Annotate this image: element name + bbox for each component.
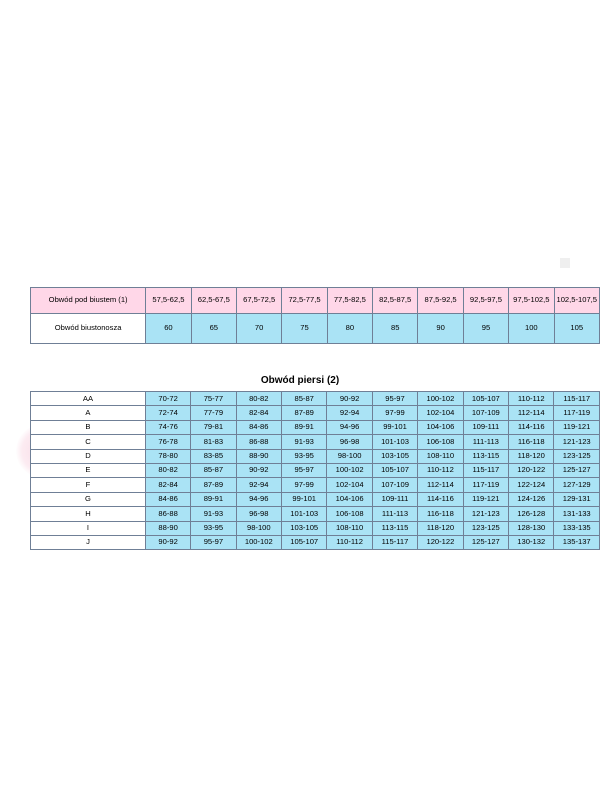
bust-measure-cell: 117-119 [554,406,600,420]
bust-measure-cell: 99-101 [372,420,417,434]
bust-measure-cell: 80-82 [236,392,281,406]
bust-measure-cell: 95-97 [282,463,327,477]
bust-measure-cell: 88-90 [236,449,281,463]
band-size-cell: 65 [191,314,236,344]
table-row [31,492,600,506]
cup-label-cell: E [31,463,146,477]
bust-measure-cell: 108-110 [418,449,463,463]
band-size-table [30,287,600,344]
bust-measure-cell: 111-113 [463,435,508,449]
bust-measure-cell: 90-92 [236,463,281,477]
bust-measure-cell: 75-77 [191,392,236,406]
table-row [31,435,600,449]
underbust-range-cell: 97,5-102,5 [509,288,554,314]
cup-label-cell: J [31,535,146,549]
bust-measure-cell: 110-112 [418,463,463,477]
table-row [31,507,600,521]
bust-measure-cell: 95-97 [372,392,417,406]
bust-measure-cell: 109-111 [372,492,417,506]
bust-measure-cell: 76-78 [145,435,190,449]
bust-measure-cell: 118-120 [509,449,554,463]
bust-measure-cell: 120-122 [418,535,463,549]
bust-measure-cell: 87-89 [191,478,236,492]
cup-label-cell: F [31,478,146,492]
bust-measure-cell: 133-135 [554,521,600,535]
table-row [31,406,600,420]
bust-measure-cell: 124-126 [509,492,554,506]
bust-measure-cell: 125-127 [554,463,600,477]
decorative-square [560,258,570,268]
table-row [31,288,600,314]
bust-measure-cell: 107-109 [372,478,417,492]
bust-measure-cell: 115-117 [463,463,508,477]
bust-measure-cell: 111-113 [372,507,417,521]
bust-measure-cell: 86-88 [145,507,190,521]
bust-measure-cell: 113-115 [463,449,508,463]
bust-measure-cell: 100-102 [418,392,463,406]
bust-measure-cell: 122-124 [509,478,554,492]
bust-measure-cell: 117-119 [463,478,508,492]
bust-measure-cell: 77-79 [191,406,236,420]
bust-measure-cell: 121-123 [554,435,600,449]
table-row [31,449,600,463]
bust-measure-cell: 93-95 [282,449,327,463]
bust-measure-cell: 96-98 [327,435,372,449]
bust-measure-cell: 82-84 [145,478,190,492]
bust-measure-cell: 135-137 [554,535,600,549]
bust-measure-cell: 94-96 [236,492,281,506]
bust-measure-cell: 105-107 [282,535,327,549]
bust-measure-cell: 102-104 [327,478,372,492]
bust-measure-cell: 110-112 [509,392,554,406]
cup-label-cell: A [31,406,146,420]
bust-measure-cell: 123-125 [463,521,508,535]
bust-measure-cell: 107-109 [463,406,508,420]
bust-measure-cell: 79-81 [191,420,236,434]
bust-measure-cell: 106-108 [418,435,463,449]
bust-measure-cell: 104-106 [327,492,372,506]
bust-measure-cell: 116-118 [418,507,463,521]
bust-measure-cell: 101-103 [282,507,327,521]
bust-measure-cell: 120-122 [509,463,554,477]
bust-measure-cell: 115-117 [554,392,600,406]
bust-measure-cell: 106-108 [327,507,372,521]
table-row [31,420,600,434]
bust-measure-cell: 74-76 [145,420,190,434]
bust-measure-cell: 118-120 [418,521,463,535]
bust-measure-cell: 105-107 [463,392,508,406]
bust-measure-cell: 95-97 [191,535,236,549]
bust-measure-cell: 91-93 [282,435,327,449]
bust-measure-cell: 123-125 [554,449,600,463]
bust-measure-cell: 97-99 [372,406,417,420]
section-title: Obwód piersi (2) [260,375,340,386]
bust-measure-cell: 113-115 [372,521,417,535]
bust-measure-cell: 128-130 [509,521,554,535]
cup-size-table [30,391,600,550]
bust-measure-cell: 84-86 [236,420,281,434]
table-row [31,314,600,344]
bust-measure-cell: 83-85 [191,449,236,463]
band-size-cell: 70 [236,314,281,344]
bust-measure-cell: 92-94 [236,478,281,492]
bust-measure-cell: 101-103 [372,435,417,449]
underbust-range-cell: 92,5-97,5 [463,288,508,314]
band-size-cell: 100 [509,314,554,344]
bust-measure-cell: 100-102 [236,535,281,549]
bust-measure-cell: 87-89 [282,406,327,420]
bust-measure-cell: 103-105 [282,521,327,535]
bust-measure-cell: 91-93 [191,507,236,521]
underbust-range-cell: 72,5-77,5 [282,288,327,314]
bust-measure-cell: 84-86 [145,492,190,506]
bust-measure-cell: 100-102 [327,463,372,477]
bust-measure-cell: 121-123 [463,507,508,521]
table-row [31,392,600,406]
cup-label-cell: H [31,507,146,521]
bust-measure-cell: 102-104 [418,406,463,420]
bust-measure-cell: 72-74 [145,406,190,420]
bust-measure-cell: 85-87 [282,392,327,406]
band-size-cell: 80 [327,314,372,344]
bust-measure-cell: 89-91 [282,420,327,434]
bust-measure-cell: 105-107 [372,463,417,477]
table-row [31,463,600,477]
underbust-range-cell: 77,5-82,5 [327,288,372,314]
bust-measure-cell: 80-82 [145,463,190,477]
bust-measure-cell: 109-111 [463,420,508,434]
bust-measure-cell: 129-131 [554,492,600,506]
bust-measure-cell: 119-121 [463,492,508,506]
underbust-range-cell: 67,5-72,5 [236,288,281,314]
table-row [31,521,600,535]
bust-measure-cell: 103-105 [372,449,417,463]
band-size-cell: 90 [418,314,463,344]
band-size-table-container [30,287,600,344]
bust-measure-cell: 112-114 [509,406,554,420]
bust-measure-cell: 115-117 [372,535,417,549]
bust-measure-cell: 81-83 [191,435,236,449]
bust-measure-cell: 104-106 [418,420,463,434]
bust-measure-cell: 98-100 [236,521,281,535]
underbust-range-cell: 87,5-92,5 [418,288,463,314]
bust-measure-cell: 86-88 [236,435,281,449]
band-size-cell: 60 [146,314,191,344]
bust-measure-cell: 85-87 [191,463,236,477]
cup-label-cell: AA [31,392,146,406]
bust-measure-cell: 110-112 [327,535,372,549]
bust-measure-cell: 108-110 [327,521,372,535]
underbust-range-cell: 57,5-62,5 [146,288,191,314]
bust-measure-cell: 98-100 [327,449,372,463]
band-size-cell: 105 [554,314,599,344]
bust-measure-cell: 99-101 [282,492,327,506]
cup-label-cell: D [31,449,146,463]
bust-measure-cell: 131-133 [554,507,600,521]
bust-measure-cell: 89-91 [191,492,236,506]
cup-size-table-container [30,391,600,550]
band-size-cell: 75 [282,314,327,344]
bust-measure-cell: 88-90 [145,521,190,535]
row-label-band-size: Obwód biustonosza [31,314,146,344]
underbust-range-cell: 102,5-107,5 [554,288,599,314]
bust-measure-cell: 125-127 [463,535,508,549]
bust-measure-cell: 97-99 [282,478,327,492]
bust-measure-cell: 93-95 [191,521,236,535]
bust-measure-cell: 127-129 [554,478,600,492]
bust-measure-cell: 119-121 [554,420,600,434]
bust-measure-cell: 78-80 [145,449,190,463]
cup-label-cell: G [31,492,146,506]
bust-measure-cell: 82-84 [236,406,281,420]
bust-measure-cell: 126-128 [509,507,554,521]
cup-label-cell: B [31,420,146,434]
bust-measure-cell: 112-114 [418,478,463,492]
underbust-range-cell: 82,5-87,5 [373,288,418,314]
bust-measure-cell: 116-118 [509,435,554,449]
row-label-underbust: Obwód pod biustem (1) [31,288,146,314]
bust-measure-cell: 94-96 [327,420,372,434]
bust-measure-cell: 92-94 [327,406,372,420]
table-row [31,478,600,492]
underbust-range-cell: 62,5-67,5 [191,288,236,314]
bust-measure-cell: 114-116 [418,492,463,506]
bust-measure-cell: 130-132 [509,535,554,549]
bust-measure-cell: 114-116 [509,420,554,434]
bust-measure-cell: 70-72 [145,392,190,406]
bust-measure-cell: 90-92 [327,392,372,406]
band-size-cell: 85 [373,314,418,344]
cup-label-cell: I [31,521,146,535]
bust-measure-cell: 90-92 [145,535,190,549]
cup-label-cell: C [31,435,146,449]
band-size-cell: 95 [463,314,508,344]
table-row [31,535,600,549]
bust-measure-cell: 96-98 [236,507,281,521]
